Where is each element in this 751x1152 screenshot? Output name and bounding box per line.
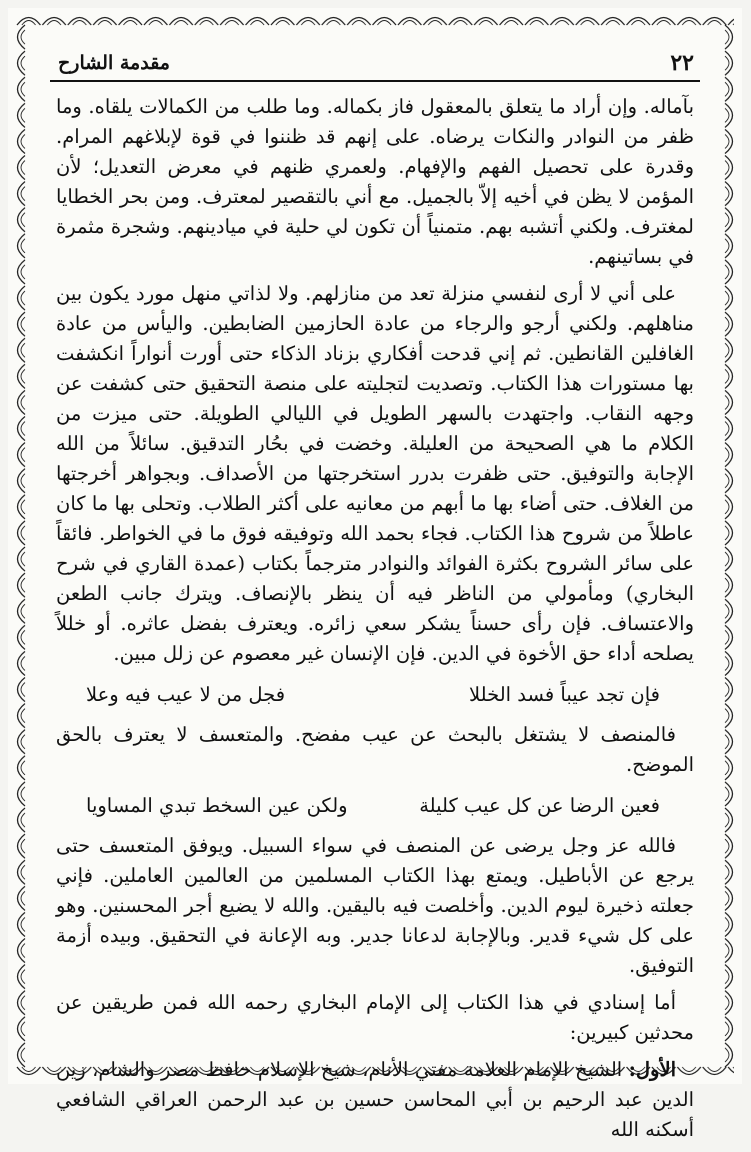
paragraph-6-text: الشيخ الإمام العلامة مفتي الأنام، شيخ الإسلام حافظ مصر والشام، زين الدين عبد الرحيم بن أبي المحاسن حسين بن عبد الرحمن العراقي الشافعي أسكنه الله (56, 1058, 694, 1141)
paragraph-5: أما إسنادي في هذا الكتاب إلى الإمام البخاري رحمه الله فمن طريقين عن محدثين كبيرين: (56, 991, 694, 1044)
page-number: ٢٢ (670, 50, 694, 76)
paragraph-3: فالمنصف لا يشتغل بالبحث عن عيب مفضح. والمتعسف لا يعترف بالحق الموضح. (56, 723, 694, 776)
verse-couplet-2 (56, 787, 694, 825)
verse-couplet-1 (56, 676, 694, 714)
header-rule (50, 80, 700, 82)
book-page (8, 8, 742, 1141)
verse-2-second-hemistich: ولكن عين السخط تبدي المساويا (86, 794, 348, 817)
verse-1-second-hemistich: فجل من لا عيب فيه وعلا (86, 683, 286, 706)
verse-1-first-hemistich: فإن تجد عيباً فسد الخللا (469, 683, 660, 706)
paragraph-4: فالله عز وجل يرضى عن المنصف في سواء السبيل. ويوفق المتعسف حتى يرجع عن الأباطيل. ويمتع بهذا الكتاب المسلمين من العالمين العاملين. فإني جعلته ذخيرة ليوم الدين. وأخلصت فيه باليقين. والله لا يضيع أجر المحسنين. وهو على كل شيء قدير. وبالإجابة لدعانا جدير. وبه الإعانة في التحقيق. وبيده أزمة التوفيق. (56, 834, 694, 977)
decorative-border-left (10, 24, 28, 1068)
paragraph-1: بآماله. وإن أراد ما يتعلق بالمعقول فاز بكماله. وما طلب من الكمالات يلقاه. وما ظفر من النوادر والنكات يرضاه. على إنهم قد ظننوا في قوة لإبلاغهم المرام. وقدرة على تحصيل الفهم والإفهام. ولعمري ظنهم في معرض التعديل؛ لأن المؤمن لا يظن في أخيه إلاّ بالجميل. مع أني بالتقصير لمعترف. ومن بحر الخطايا لمغترف. ولكني أتشبه بهم. متمنياً أن تكون لي حلية في ميادينهم. وشجرة مثمرة في بساتينهم. (56, 95, 694, 268)
section-label-first: الأول: (628, 1058, 676, 1081)
paragraph-6 (56, 1055, 694, 1145)
chapter-title: مقدمة الشارح (58, 52, 170, 74)
paragraph-2: على أني لا أرى لنفسي منزلة تعد من منازلهم. ولا لذاتي منهل مورد يكون بين مناهلهم. ولكني أرجو والرجاء من عادة الحازمين الضابطين. واليأس من عادة الغافلين القانطين. ثم إني قدحت أفكاري بزناد الذكاء حتى أورت أنواراً انكشفت بها مستورات هذا الكتاب. وتصديت لتجليته على منصة التحقيق حتى كشفت عن وجهه النقاب. واجتهدت بالسهر الطويل في الليالي الطويلة. حتى ميزت من الكلام ما هي الصحيحة من العليلة. وخضت في بحُار التدقيق. سائلاً من الله الإجابة والتوفيق. حتى ظفرت بدرر استخرجتها من الأصداف. وبجواهر أخرجتها من الغلاف. حتى أضاء بها ما أبهم من معانيه على أكثر الطلاب. وتحلى بها ما كان عاطلاً من شروح هذا الكتاب. فجاء بحمد الله وتوفيقه فوق ما في الخواطر. فائقاً على سائر الشروح بكثرة الفوائد والنوادر مترجماً بكتاب (عمدة القاري في شرح البخاري) ومأمولي من الناظر فيه أن ينظر بالإنصاف. ويترك جانب الطعن والاعتساف. فإن رأى حسناً يشكر سعي زائره. ويعترف بفضل عاثره. أو خللاً يصلحه أداء حق الأخوة في الدين. فإن الإنسان غير معصوم عن زلل مبين. (56, 282, 694, 665)
verse-2-first-hemistich: فعين الرضا عن كل عيب كليلة (419, 794, 660, 817)
decorative-border-right (722, 24, 740, 1068)
running-header (50, 44, 700, 78)
decorative-border-top (16, 12, 734, 28)
body-text (56, 92, 694, 1152)
